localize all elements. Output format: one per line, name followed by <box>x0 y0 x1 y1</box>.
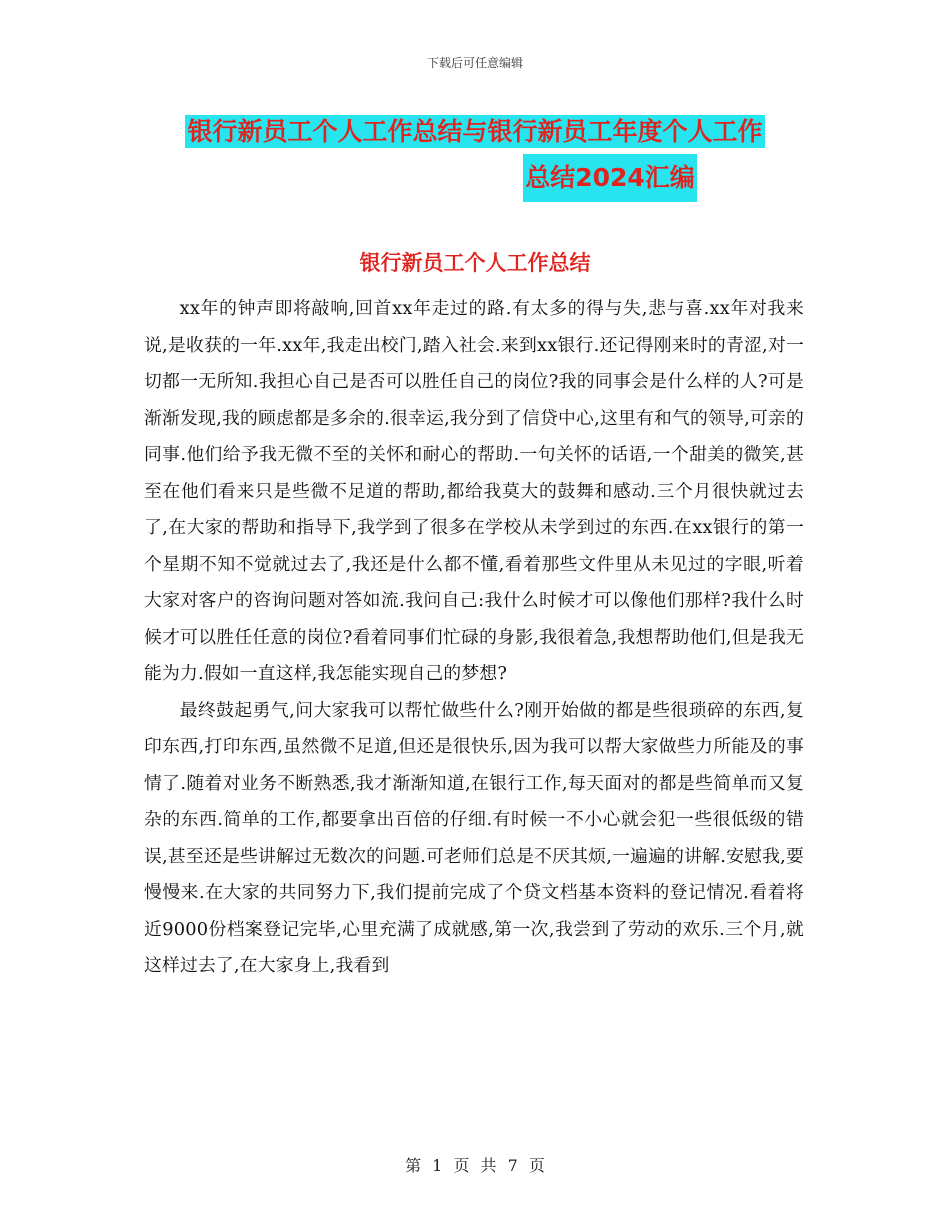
body-text <box>144 291 804 985</box>
page-number-footer: 第 1 页 共 7 页 <box>405 1156 545 1175</box>
paragraph-2: 最终鼓起勇气,问大家我可以帮忙做些什么?刚开始做的都是些很琐碎的东西,复印东西,打印东西,虽然微不足道,但还是很快乐,因为我可以帮大家做些力所能及的事情了.随着对业务不断熟悉,我才渐渐知道,在银行工作,每天面对的都是些简单而又复杂的东西.简单的工作,都要拿出百倍的仔细.有时候一不小心就会犯一些很低级的错误,甚至还是些讲解过无数次的问题.可老师们总是不厌其烦,一遍遍的讲解.安慰我,要慢慢来.在大家的共同努力下,我们提前完成了个贷文档基本资料的登记情况.看着将近9000份档案登记完毕,心里充满了成就感,第一次,我尝到了劳动的欢乐.三个月,就这样过去了,在大家身上,我看到 <box>144 699 804 976</box>
header-note: 下载后可任意编辑 <box>426 56 523 70</box>
title-line-1: 银行新员工个人工作总结与银行新员工年度个人工作 <box>187 117 763 146</box>
paragraph-1: xx年的钟声即将敲响,回首xx年走过的路.有太多的得与失,悲与喜.xx年对我来说,是收获的一年.xx年,我走出校门,踏入社会.来到xx银行.还记得刚来时的青涩,对一切都一无所知.我担心自己是否可以胜任自己的岗位?我的同事会是什么样的人?可是渐渐发现,我的顾虑都是多余的.很幸运,我分到了信贷中心,这里有和气的领导,可亲的同事.他们给予我无微不至的关怀和耐心的帮助.一句关怀的话语,一个甜美的微笑,甚至在他们看来只是些微不足道的帮助,都给我莫大的鼓舞和感动.三个月很快就过去了,在大家的帮助和指导下,我学到了很多在学校从未学到过的东西.在xx银行的第一个星期不知不觉就过去了,我还是什么都不懂,看着那些文件里从未见过的字眼,听着大家对客户的咨询问题对答如流.我问自己:我什么时候才可以像他们那样?我什么时候才可以胜任任意的岗位?看着同事们忙碌的身影,我很着急,我想帮助他们,但是我无能为力.假如一直这样,我怎能实现自己的梦想? <box>144 298 804 684</box>
section-heading: 银行新员工个人工作总结 <box>359 251 591 275</box>
document-title <box>0 110 950 202</box>
title-line-2: 总结2024汇编 <box>523 154 697 202</box>
